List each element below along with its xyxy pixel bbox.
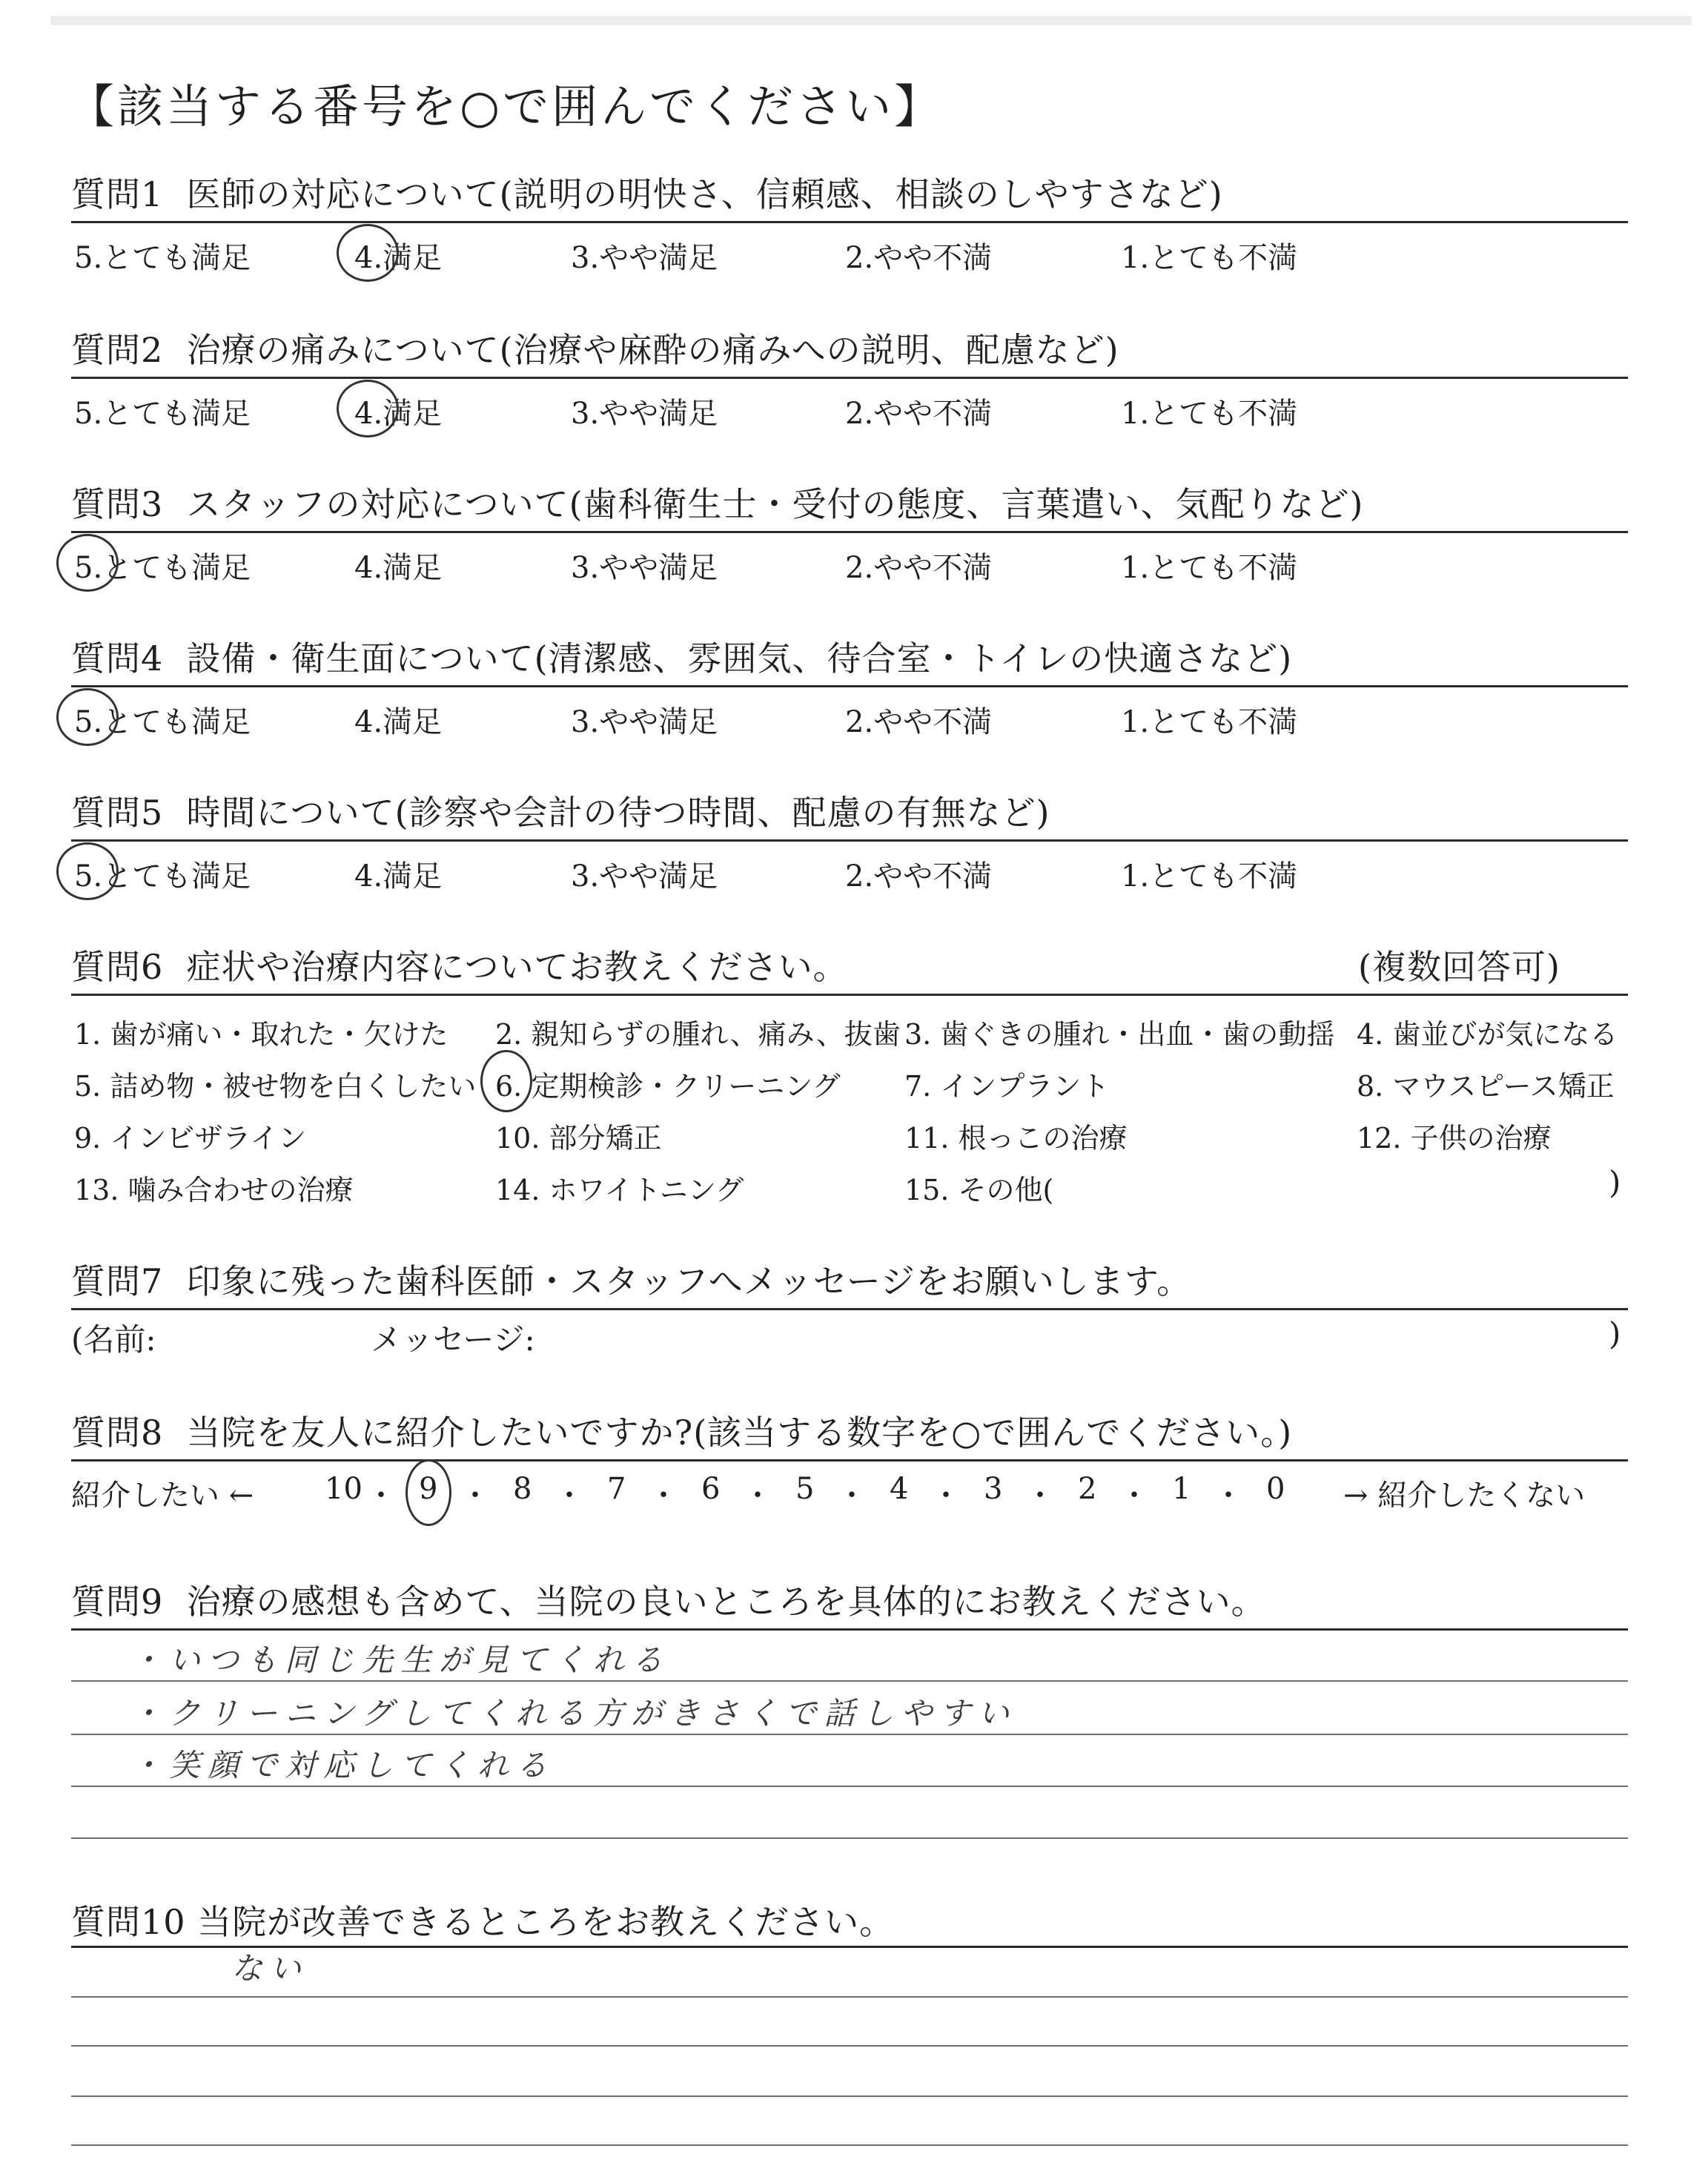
divider (71, 1308, 1628, 1310)
option-3[interactable]: 3.やや満足 (571, 241, 718, 275)
option-1[interactable]: 1.とても不満 (1121, 859, 1298, 894)
scale-separator: ・ (649, 1479, 678, 1513)
option-4[interactable]: 4.満足 (354, 705, 443, 739)
option-1[interactable]: 1.とても不満 (1121, 705, 1298, 739)
scale-number-7[interactable]: 7 (607, 1472, 626, 1506)
selection-circle (56, 688, 119, 746)
option-4[interactable]: 4.満足 (354, 551, 443, 585)
question-label: 質問8 (71, 1413, 164, 1453)
ruled-line (71, 1996, 1628, 1998)
question-label: 質問6 (71, 947, 164, 987)
question-text: 設備・衛生面について(清潔感、雰囲気、待合室・トイレの快適さなど) (186, 638, 1293, 678)
option-2[interactable]: 2.やや不満 (845, 397, 993, 431)
scale-number-10[interactable]: 10 (325, 1472, 363, 1506)
option-1[interactable]: 1.とても不満 (1121, 551, 1298, 585)
scale-separator: ・ (1025, 1479, 1055, 1513)
form-title: 【該当する番号を○で囲んでください】 (68, 79, 944, 133)
symptom-option-9[interactable]: 9. インビザライン (74, 1122, 307, 1155)
question-8-heading (71, 1406, 1292, 1455)
option-3[interactable]: 3.やや満足 (571, 859, 718, 894)
question-text: 当院が改善できるところをお教えください。 (197, 1902, 895, 1942)
selection-circle (406, 1459, 451, 1526)
scale-number-8[interactable]: 8 (513, 1472, 532, 1506)
scale-number-1[interactable]: 1 (1172, 1472, 1191, 1506)
option-2[interactable]: 2.やや不満 (845, 859, 993, 894)
option-5[interactable]: 5.とても満足 (74, 705, 251, 739)
handwritten-answer-1: ・いつも同じ先生が見てくれる (130, 1642, 671, 1678)
symptom-option-12[interactable]: 12. 子供の治療 (1357, 1122, 1552, 1155)
question-text: 治療の感想も含めて、当院の良いところを具体的にお教えください。 (186, 1582, 1266, 1622)
question-4-options (0, 698, 1708, 743)
symptom-option-11[interactable]: 11. 根っこの治療 (904, 1122, 1128, 1155)
symptom-option-14[interactable]: 14. ホワイトニング (495, 1174, 744, 1206)
option-2[interactable]: 2.やや不満 (845, 705, 993, 739)
option-5[interactable]: 5.とても満足 (74, 241, 251, 275)
divider (71, 1628, 1628, 1631)
recommend-left-label: 紹介したい ← (71, 1479, 254, 1513)
divider (71, 994, 1628, 996)
symptom-option-7[interactable]: 7. インプラント (904, 1070, 1110, 1103)
question-label: 質問2 (71, 330, 164, 370)
question-text: 当院を友人に紹介したいですか?(該当する数字を○で囲んでください。) (186, 1413, 1293, 1453)
scan-top-edge (50, 16, 1692, 25)
option-4[interactable]: 4.満足 (354, 397, 443, 431)
question-6-heading (71, 940, 848, 989)
ruled-line (71, 2045, 1628, 2047)
symptom-option-2[interactable]: 2. 親知らずの腫れ、痛み、抜歯 (495, 1018, 901, 1051)
question-2-options (0, 390, 1708, 435)
option-4[interactable]: 4.満足 (354, 859, 443, 894)
symptom-option-6[interactable]: 6. 定期検診・クリーニング (495, 1070, 841, 1103)
symptom-option-3[interactable]: 3. 歯ぐきの腫れ・出血・歯の動揺 (904, 1018, 1335, 1051)
symptom-option-1[interactable]: 1. 歯が痛い・取れた・欠けた (74, 1018, 448, 1051)
handwritten-answer-improvement: ない (231, 1950, 309, 1986)
scale-number-0[interactable]: 0 (1266, 1472, 1285, 1506)
scale-number-9[interactable]: 9 (419, 1472, 438, 1506)
other-close-paren: ) (1609, 1164, 1621, 1200)
option-1[interactable]: 1.とても不満 (1121, 397, 1298, 431)
question-4-heading (71, 632, 1292, 681)
scale-number-5[interactable]: 5 (795, 1472, 815, 1506)
option-5[interactable]: 5.とても満足 (74, 551, 251, 585)
question-label: 質問1 (71, 174, 164, 214)
symptom-option-10[interactable]: 10. 部分矯正 (495, 1122, 662, 1155)
scale-number-3[interactable]: 3 (984, 1472, 1003, 1506)
recommend-right-label: → 紹介したくない (1343, 1479, 1586, 1513)
question-label: 質問4 (71, 638, 164, 678)
option-2[interactable]: 2.やや不満 (845, 241, 993, 275)
question-text: 症状や治療内容についてお教えください。 (186, 947, 848, 987)
scale-separator: ・ (931, 1479, 961, 1513)
selection-circle (480, 1050, 532, 1112)
option-3[interactable]: 3.やや満足 (571, 551, 718, 585)
scale-number-4[interactable]: 4 (890, 1472, 909, 1506)
scale-separator: ・ (743, 1479, 772, 1513)
scale-number-2[interactable]: 2 (1078, 1472, 1097, 1506)
handwritten-answer-3: ・笑顔で対応してくれる (130, 1747, 555, 1783)
name-field-label: (名前: (71, 1321, 156, 1358)
option-3[interactable]: 3.やや満足 (571, 397, 718, 431)
question-3-heading (71, 478, 1364, 526)
option-5[interactable]: 5.とても満足 (74, 859, 251, 894)
divider (71, 839, 1628, 842)
selection-circle (337, 380, 399, 437)
question-label: 質問10 (71, 1902, 186, 1942)
message-field-label: メッセージ: (371, 1321, 535, 1358)
question-10-heading (71, 1895, 894, 1944)
question-5-heading (71, 786, 1050, 835)
symptom-option-13[interactable]: 13. 噛み合わせの治療 (74, 1174, 354, 1206)
symptom-option-4[interactable]: 4. 歯並びが気になる (1357, 1018, 1618, 1051)
question-1-heading (71, 168, 1223, 217)
question-label: 質問9 (71, 1582, 164, 1622)
handwritten-answer-2: ・クリーニングしてくれる方がきさくで話しやすい (130, 1695, 1017, 1731)
question-label: 質問5 (71, 793, 164, 833)
question-text: 治療の痛みについて(治療や麻酔の痛みへの説明、配慮など) (186, 330, 1119, 370)
message-close-paren: ) (1609, 1315, 1621, 1352)
option-4[interactable]: 4.満足 (354, 241, 443, 275)
question-label: 質問3 (71, 484, 164, 524)
divider (71, 221, 1628, 223)
symptom-option-5[interactable]: 5. 詰め物・被せ物を白くしたい (74, 1070, 477, 1103)
ruled-line (71, 1734, 1628, 1735)
question-5-options (0, 853, 1708, 897)
scale-separator: ・ (555, 1479, 584, 1513)
question-2-heading (71, 323, 1119, 372)
question-text: 時間について(診察や会計の待つ時間、配慮の有無など) (186, 793, 1050, 833)
option-1[interactable]: 1.とても不満 (1121, 241, 1298, 275)
scale-separator: ・ (366, 1479, 396, 1513)
question-9-heading (71, 1575, 1266, 1624)
question-text: 印象に残った歯科医師・スタッフへメッセージをお願いします。 (186, 1261, 1192, 1301)
ruled-line (71, 1786, 1628, 1787)
option-5[interactable]: 5.とても満足 (74, 397, 251, 431)
scale-separator: ・ (460, 1479, 490, 1513)
divider (71, 1459, 1628, 1462)
selection-circle (56, 534, 119, 592)
symptom-option-8[interactable]: 8. マウスピース矯正 (1357, 1070, 1615, 1103)
ruled-line (71, 2144, 1628, 2146)
ruled-line (71, 1680, 1628, 1682)
scale-separator: ・ (1214, 1479, 1243, 1513)
ruled-line (71, 2095, 1628, 2097)
question-label: 質問7 (71, 1261, 164, 1301)
multiple-answers-note: (複数回答可) (1358, 947, 1560, 987)
question-text: 医師の対応について(説明の明快さ、信頼感、相談のしやすさなど) (186, 174, 1223, 214)
option-3[interactable]: 3.やや満足 (571, 705, 718, 739)
divider (71, 685, 1628, 687)
scale-number-6[interactable]: 6 (701, 1472, 721, 1506)
scale-separator: ・ (837, 1479, 867, 1513)
scale-separator: ・ (1119, 1479, 1149, 1513)
question-text: スタッフの対応について(歯科衛生士・受付の態度、言葉遣い、気配りなど) (186, 484, 1364, 524)
selection-circle (56, 842, 119, 900)
divider (71, 377, 1628, 379)
divider (71, 531, 1628, 533)
question-1-options (0, 234, 1708, 279)
selection-circle (337, 224, 399, 282)
symptom-option-15[interactable]: 15. その他( (904, 1174, 1054, 1206)
question-7-heading (71, 1255, 1191, 1304)
question-3-options (0, 544, 1708, 589)
option-2[interactable]: 2.やや不満 (845, 551, 993, 585)
ruled-line (71, 1837, 1628, 1839)
